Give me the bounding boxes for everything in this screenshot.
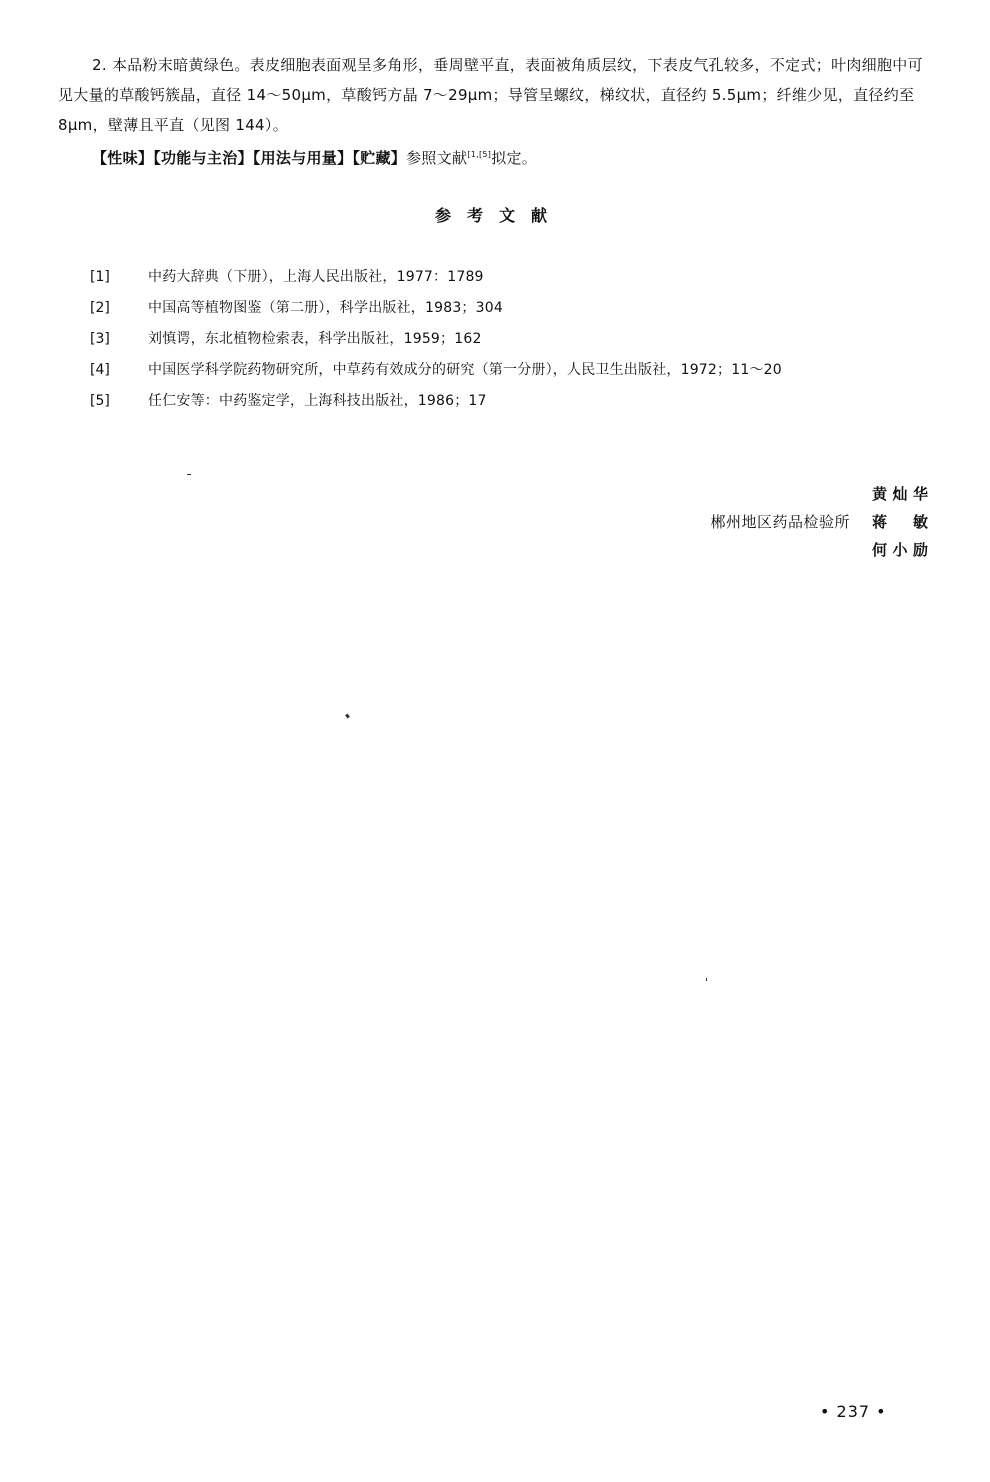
reference-text: 中药大辞典（下册），上海人民出版社，1977：1789: [148, 269, 484, 285]
citation-superscript: [1,[5]: [467, 150, 492, 159]
references-list: [90, 263, 932, 418]
author-row: [710, 508, 928, 536]
author-name: 何小励: [872, 541, 928, 559]
reference-number: [1]: [90, 269, 110, 285]
reference-item: [90, 294, 932, 322]
reference-text: 刘慎谔，东北植物检索表，科学出版社，1959；162: [148, 331, 482, 347]
reference-text: 中国高等植物图鉴（第二册），科学出版社，1983；304: [148, 300, 503, 316]
reference-note-text: 参照文献: [406, 149, 468, 167]
reference-item: [90, 356, 932, 384]
author-row: [710, 480, 928, 508]
author-affiliation: 郴州地区药品检验所: [710, 513, 850, 531]
scan-speck: [187, 474, 191, 475]
reference-number: [5]: [90, 393, 110, 409]
scan-speck: [706, 978, 707, 981]
reference-text: 中国医学科学院药物研究所，中草药有效成分的研究（第一分册），人民卫生出版社，1972；11～20: [148, 362, 782, 378]
reference-item: [90, 263, 932, 291]
author-row: [710, 536, 928, 564]
reference-number: [4]: [90, 362, 110, 378]
author-name: 蒋 敏: [872, 513, 928, 531]
reference-number: [3]: [90, 331, 110, 347]
author-name: 黄灿华: [872, 485, 928, 503]
reference-text: 任仁安等：中药鉴定学，上海科技出版社，1986；17: [148, 393, 487, 409]
reference-item: [90, 325, 932, 353]
reference-number: [2]: [90, 300, 110, 316]
section-headings: 【性味】【功能与主治】【用法与用量】【贮藏】: [92, 149, 407, 167]
author-block: [710, 480, 928, 564]
body-paragraph-powder: [58, 50, 930, 140]
scan-speck: [345, 714, 350, 719]
page-number: • 237 •: [820, 1402, 887, 1421]
references-title: 参考文献: [434, 206, 563, 225]
body-paragraph-properties: [92, 143, 930, 173]
powder-description-text: 2. 本品粉末暗黄绿色。表皮细胞表面观呈多角形，垂周壁平直，表面被角质层纹，下表皮气孔较多，不定式；叶肉细胞中可见大量的草酸钙簇晶，直径 14～50μm，草酸钙方晶 7～29μm；导管呈螺纹，梯纹状，直径约 5.5μm；纤维少见，直径约至 8μm，壁薄且平直（见图 144）。: [58, 56, 923, 134]
reference-note-end: 拟定。: [491, 149, 538, 167]
reference-item: [90, 387, 932, 415]
